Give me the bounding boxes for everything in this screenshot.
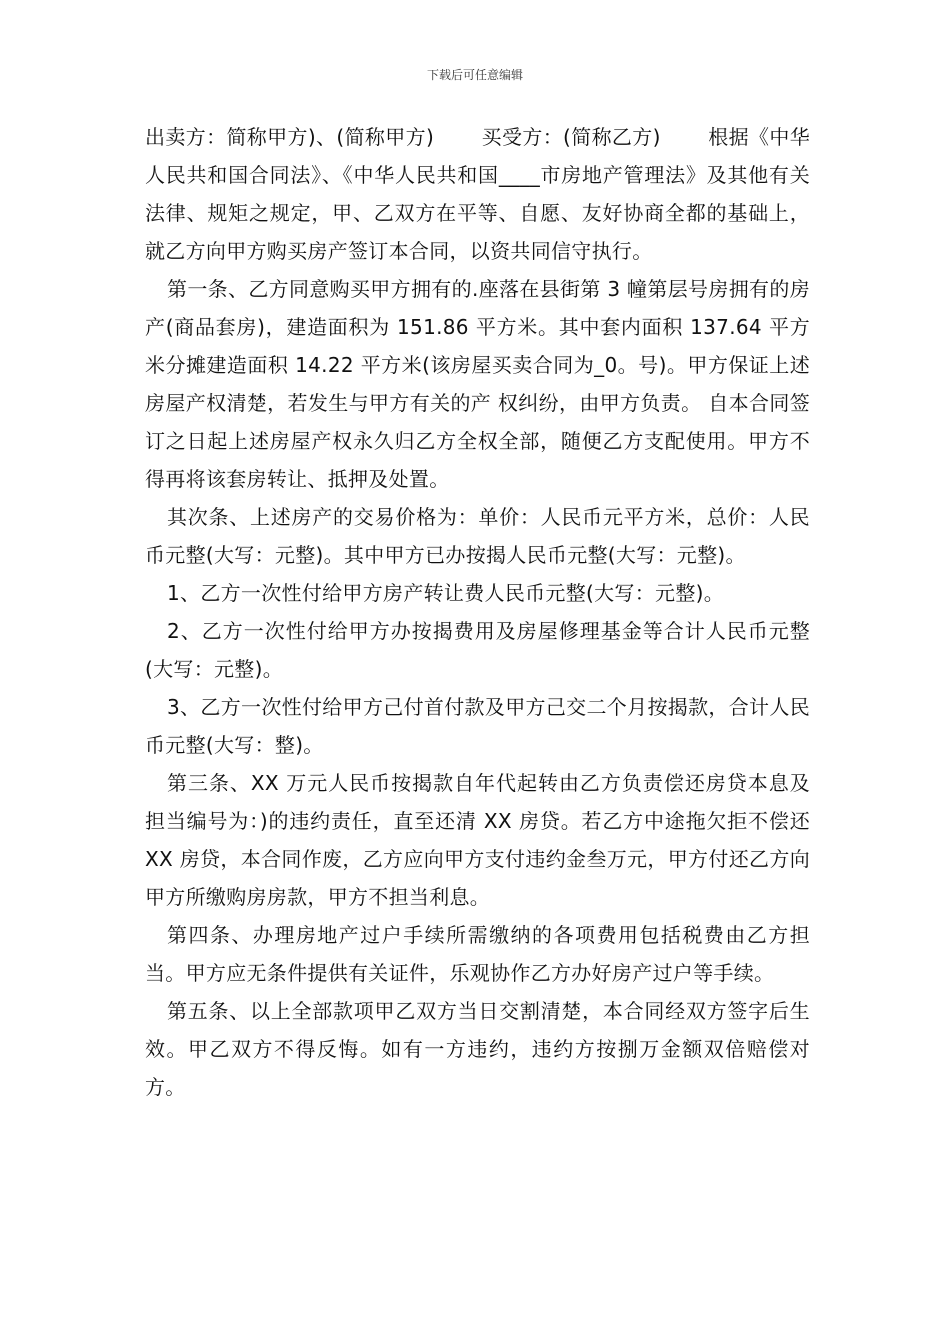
document-body xyxy=(145,118,810,1106)
paragraph-article-3: 第三条、XX 万元人民币按揭款自年代起转由乙方负责偿还房贷本息及担当编号为：)的违约责任，直至还清 XX 房贷。若乙方中途拖欠拒不偿还 XX 房贷，本合同作废，乙方应向甲方支付违约金叁万元，甲方付还乙方向甲方所缴购房房款，甲方不担当利息。 xyxy=(145,771,810,909)
paragraph-article-5: 第五条、以上全部款项甲乙双方当日交割清楚，本合同经双方签字后生效。甲乙双方不得反悔。如有一方违约，违约方按捌万金额双倍赔偿对方。 xyxy=(145,999,810,1099)
paragraph-item-1: 1、乙方一次性付给甲方房产转让费人民币元整(大写：元整)。 xyxy=(167,581,725,605)
paragraph-article-1: 第一条、乙方同意购买甲方拥有的.座落在县街第 3 幢第层号房拥有的房产(商品套房)，建造面积为 151.86 平方米。其中套内面积 137.64 平方米分摊建造面积 14.22 平方米(该房屋买卖合同为_0。号)。甲方保证上述房屋产权清楚，若发生与甲方有关的产 权纠纷，由甲方负责。 自本合同签订之日起上述房屋产权永久归乙方全权全部，随便乙方支配使用。甲方不得再将该套房转让、抵押及处置。 xyxy=(145,277,810,491)
page-header: 下载后可任意编辑 xyxy=(426,68,523,82)
paragraph-article-2: 其次条、上述房产的交易价格为：单价：人民币元平方米，总价：人民币元整(大写：元整)。其中甲方已办按揭人民币元整(大写：元整)。 xyxy=(145,505,810,567)
paragraph-item-3: 3、乙方一次性付给甲方己付首付款及甲方己交二个月按揭款，合计人民币元整(大写：整)。 xyxy=(145,695,810,757)
paragraph-article-4: 第四条、办理房地产过户手续所需缴纳的各项费用包括税费由乙方担当。甲方应无条件提供有关证件，乐观协作乙方办好房产过户等手续。 xyxy=(145,923,810,985)
paragraph-item-2: 2、乙方一次性付给甲方办按揭费用及房屋修理基金等合计人民币元整(大写：元整)。 xyxy=(145,619,810,681)
paragraph-parties: 出卖方：简称甲方)、(简称甲方) 买受方：(简称乙方) 根据《中华人民共和国合同法》、《中华人民共和国____市房地产管理法》及其他有关法律、规矩之规定，甲、乙双方在平等、自愿、友好协商全都的基础上，就乙方向甲方购买房产签订本合同，以资共同信守执行。 xyxy=(145,125,810,263)
